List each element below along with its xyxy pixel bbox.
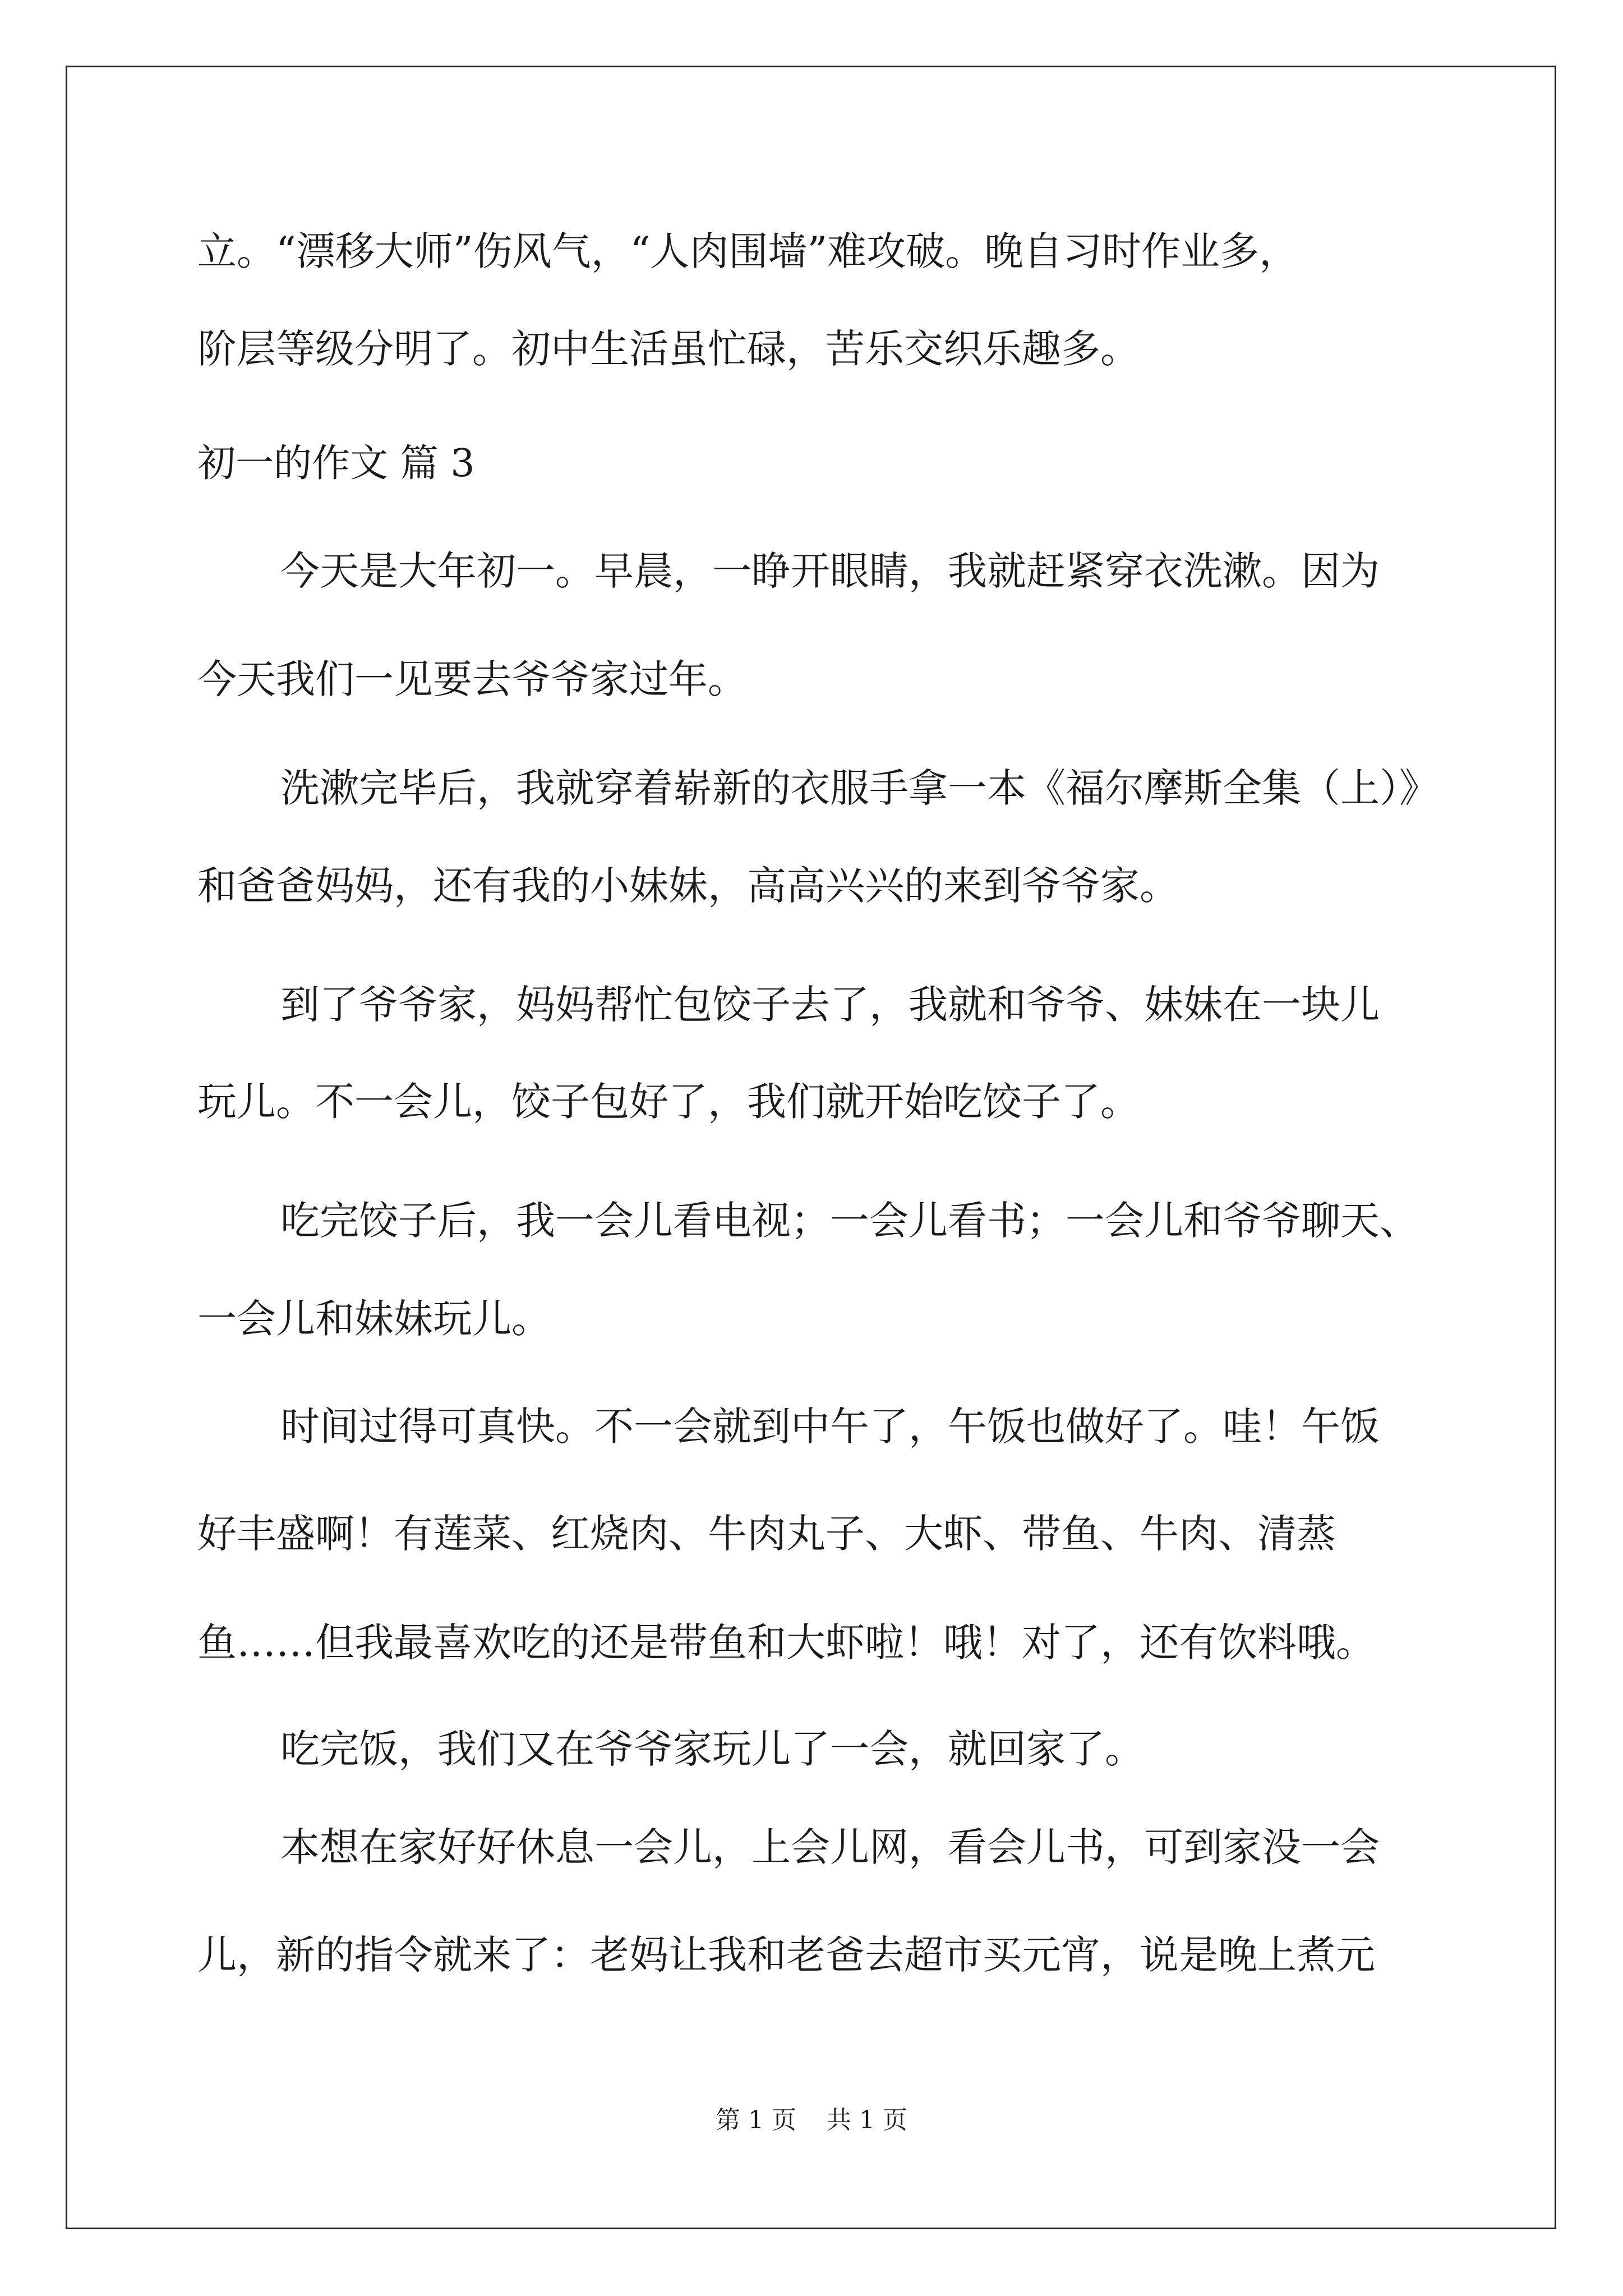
text-line: 好丰盛啊！有莲菜、红烧肉、牛肉丸子、大虾、带鱼、牛肉、清蒸 bbox=[197, 1511, 1336, 1557]
text-line: 时间过得可真快。不一会就到中午了，午饭也做好了。哇！午饭 bbox=[280, 1404, 1380, 1450]
text-line: 一会儿和妹妹玩儿。 bbox=[197, 1296, 551, 1342]
text-line: 今天是大年初一。早晨，一睁开眼睛，我就赶紧穿衣洗漱。因为 bbox=[280, 548, 1380, 594]
section-heading: 初一的作文 篇 3 bbox=[197, 441, 475, 486]
page-border bbox=[66, 66, 1556, 2229]
text-line: 鱼……但我最喜欢吃的还是带鱼和大虾啦！哦！对了，还有饮料哦。 bbox=[197, 1619, 1375, 1665]
text-line: 今天我们一见要去爷爷家过年。 bbox=[197, 656, 747, 702]
page-total: 共 1 页 bbox=[827, 2106, 907, 2134]
page-number: 第 1 页 bbox=[716, 2106, 796, 2134]
text-line: 吃完饭，我们又在爷爷家玩儿了一会，就回家了。 bbox=[280, 1726, 1144, 1772]
text-line: 吃完饺子后，我一会儿看电视；一会儿看书；一会儿和爷爷聊天、 bbox=[280, 1198, 1419, 1244]
text-line: 到了爷爷家，妈妈帮忙包饺子去了，我就和爷爷、妹妹在一块儿 bbox=[280, 982, 1380, 1028]
text-line: 立。“漂移大师”伤风气，“人肉围墙”难攻破。晚自习时作业多， bbox=[197, 228, 1299, 274]
page-footer bbox=[0, 2104, 1623, 2137]
text-line: 儿，新的指令就来了：老妈让我和老爸去超市买元宵，说是晚上煮元 bbox=[197, 1932, 1375, 1978]
text-line: 和爸爸妈妈，还有我的小妹妹，高高兴兴的来到爷爷家。 bbox=[197, 863, 1179, 909]
text-line: 本想在家好好休息一会儿，上会儿网，看会儿书，可到家没一会 bbox=[280, 1824, 1380, 1870]
text-line: 玩儿。不一会儿，饺子包好了，我们就开始吃饺子了。 bbox=[197, 1079, 1140, 1125]
text-line: 阶层等级分明了。初中生活虽忙碌，苦乐交织乐趣多。 bbox=[197, 326, 1140, 372]
text-line: 洗漱完毕后，我就穿着崭新的衣服手拿一本《福尔摩斯全集（上）》 bbox=[280, 765, 1438, 811]
